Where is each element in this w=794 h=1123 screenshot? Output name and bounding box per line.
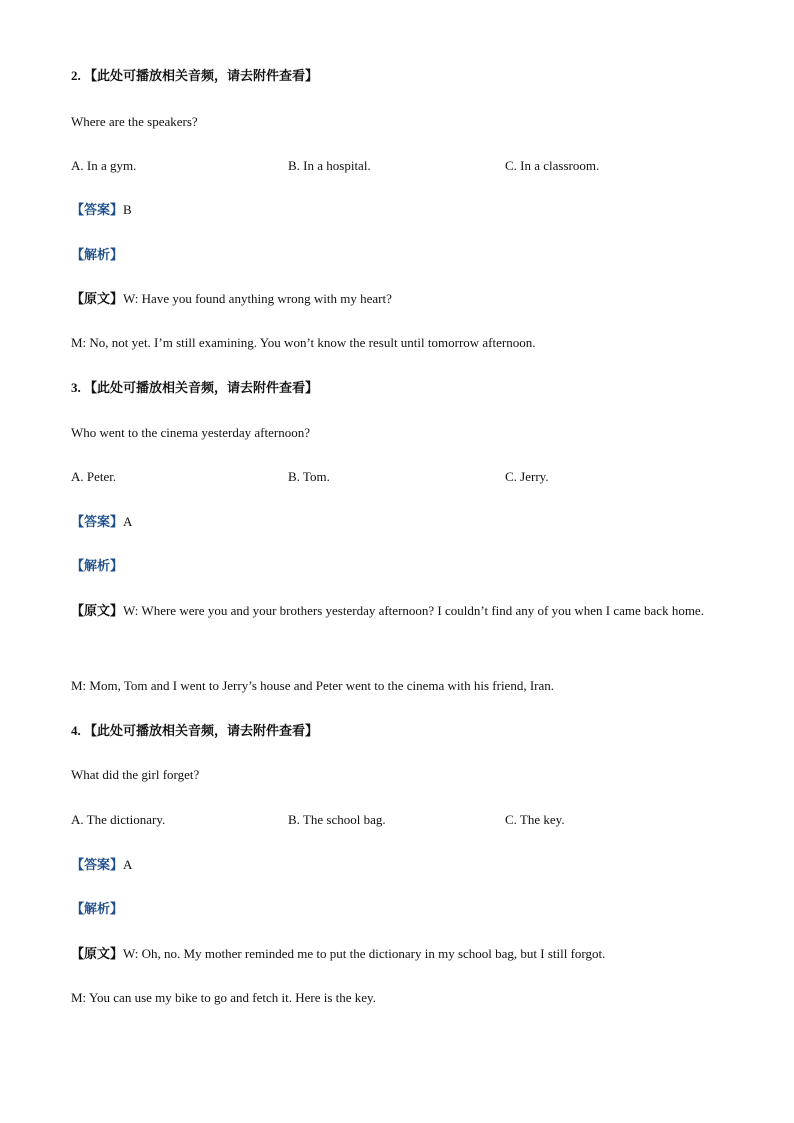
q3-original-2: M: Mom, Tom and I went to Jerry’s house and Peter went to the cinema with his friend, Iran. <box>71 678 554 693</box>
q4-question: What did the girl forget? <box>71 767 200 782</box>
q2-original-1 <box>71 291 392 307</box>
q4-original-text-1: W: Oh, no. My mother reminded me to put the dictionary in my school bag, but I still forgot. <box>123 946 606 961</box>
q2-header: 2. 【此处可播放相关音频，请去附件查看】 <box>71 68 319 83</box>
q2-original-2: M: No, not yet. I’m still examining. You won’t know the result until tomorrow afternoon. <box>71 335 536 350</box>
q3-original-text-1: W: Where were you and your brothers yesterday afternoon? I couldn’t find any of you when I came back home. <box>123 603 704 618</box>
q4-answer-value: A <box>123 857 133 872</box>
q3-answer-value: A <box>123 514 133 529</box>
q3-option-c: C. Jerry. <box>505 469 549 484</box>
q4-original-1 <box>71 946 605 962</box>
q3-analysis: 【解析】 <box>71 558 124 573</box>
q4-original-2: M: You can use my bike to go and fetch it. Here is the key. <box>71 990 376 1005</box>
q2-original-text-1: W: Have you found anything wrong with my heart? <box>123 291 392 306</box>
q2-original-tag: 【原文】 <box>71 291 124 306</box>
q3-answer <box>71 514 132 530</box>
q2-answer <box>71 202 132 218</box>
q4-answer <box>71 857 132 873</box>
q3-option-b: B. Tom. <box>288 469 330 484</box>
q3-answer-tag: 【答案】 <box>71 514 124 529</box>
q2-question: Where are the speakers? <box>71 114 198 129</box>
q3-header: 3. 【此处可播放相关音频，请去附件查看】 <box>71 380 319 395</box>
q4-option-b: B. The school bag. <box>288 812 386 827</box>
q3-question: Who went to the cinema yesterday afternoon? <box>71 425 310 440</box>
q2-analysis: 【解析】 <box>71 247 124 262</box>
q2-option-b: B. In a hospital. <box>288 158 371 173</box>
q2-answer-value: B <box>123 202 132 217</box>
q4-option-a: A. The dictionary. <box>71 812 166 827</box>
q3-original-1 <box>71 595 731 626</box>
q2-answer-tag: 【答案】 <box>71 202 124 217</box>
q4-original-tag: 【原文】 <box>71 946 124 961</box>
q3-option-a: A. Peter. <box>71 469 117 484</box>
q4-answer-tag: 【答案】 <box>71 857 124 872</box>
q2-option-a: A. In a gym. <box>71 158 137 173</box>
q4-option-c: C. The key. <box>505 812 565 827</box>
q4-header: 4. 【此处可播放相关音频，请去附件查看】 <box>71 723 319 738</box>
q3-original-tag: 【原文】 <box>71 603 124 618</box>
q2-option-c: C. In a classroom. <box>505 158 600 173</box>
q4-analysis: 【解析】 <box>71 901 124 916</box>
